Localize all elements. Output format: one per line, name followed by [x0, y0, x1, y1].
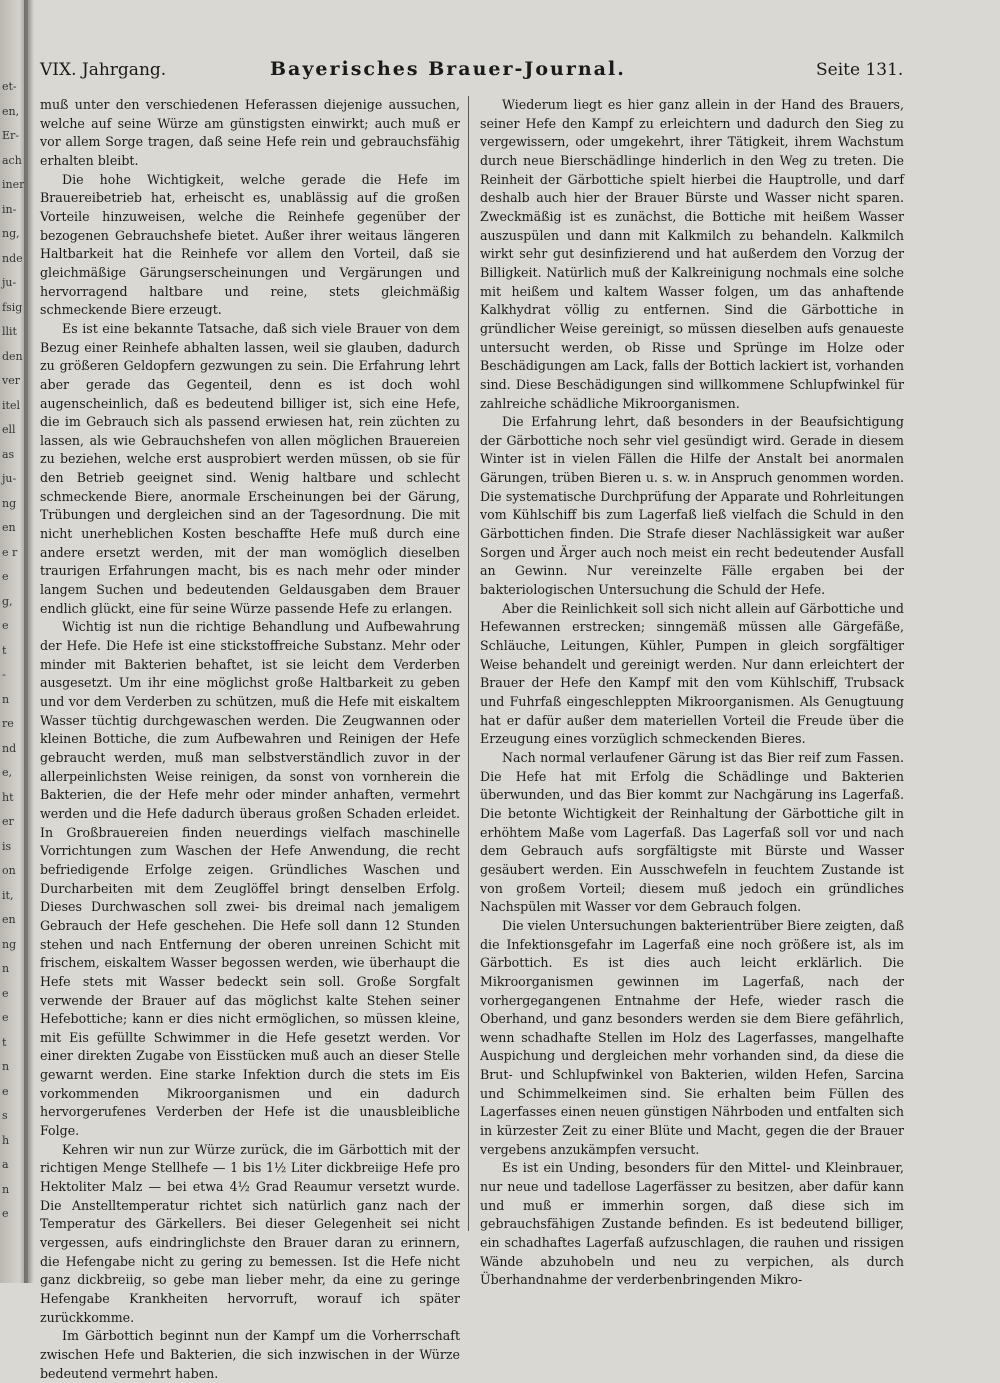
paragraph: Die hohe Wichtigkeit, welche gerade die Hefe im Brauereibetrieb hat, erheischt es, unablässig auf die großen Vorteile hinzuweisen, welche die Reinhefe gegenüber der bezogenen Gebrauchshefe bietet. Außer ihrer weitaus längeren Haltbarkeit hat die Reinhefe vor allem den Vorteil, daß sie gleichmäßige Gärungserscheinungen und Vergärungen und hervorragend haltbare und reine, stets gleichmäßig schmeckende Biere erzeugt. — [40, 171, 460, 318]
previous-page-fragment: it, — [2, 888, 14, 902]
paragraph: Wichtig ist nun die richtige Behandlung und Aufbewahrung der Hefe. Die Hefe ist eine stickstoffreiche Substanz. Mehr oder minder mit Bakterien behaftet, ist sie leicht dem Verderben ausgesetzt. Um ihr eine möglichst große Haltbarkeit zu geben und vor dem Verderben zu schützen, muß die Hefe mit eiskaltem Wasser tüchtig durchgewaschen werden. Die Zeugwannen oder kleinen Bottiche, die zum Aufbewahren und Reinigen der Hefe gebraucht werden, muß man selbstverständlich zuvor in der allerpeinlichsten Weise reinigen, da sonst von vornherein die Bakterien, die der Hefe mehr oder minder anhaften, vermehrt werden und die Hefe dadurch überaus großen Schaden erleidet. In Großbrauereien finden neuerdings vielfach maschinelle Vorrichtungen zum Waschen der Hefe Anwendung, die recht befriedigende Erfolge zeigen. Gründliches Waschen und Durcharbeiten mit dem Zeuglöffel bringt denselben Erfolg. Dieses Durchwaschen soll zwei- bis dreimal nach jemaligem Gebrauch der Hefe geschehen. Die Hefe soll dann 12 Stunden stehen und nach Entfernung der oberen unreinen Schicht mit frischem, eiskaltem Wasser begossen werden, wie überhaupt die Hefe stets mit Wasser bedeckt sein soll. Große Sorgfalt verwende der Brauer auf das möglichst kalte Stehen seiner Hefebottiche; kann er dies nicht ermöglichen, so müssen kleine, mit Eis gefüllte Schwimmer in die Hefe gesetzt werden. Vor einer direkten Zugabe von Eisstücken muß auch an dieser Stelle gewarnt werden. Eine starke Infektion durch die stets im Eis vorkommenden Mikroorganismen und ein dadurch hervorgerufenes Verderben der Hefe ist die unausbleibliche Folge. — [40, 619, 460, 1139]
right-column — [480, 96, 904, 1290]
previous-page-fragment: n — [2, 1182, 10, 1196]
paragraph: Kehren wir nun zur Würze zurück, die im Gärbottich mit der richtigen Menge Stellhefe — 1 bis 1½ Liter dickbreiige Hefe pro Hektoliter Malz — bei etwa 4½ Grad Reaumur versetzt wurde. Die Anstelltemperatur richtet sich natürlich ganz nach der Temperatur des Gärkellers. Bei dieser Gelegenheit sei nicht vergessen, aufs eindringlichste den Brauer daran zu erinnern, die Hefengabe nicht zu gering zu bemessen. Ist die Hefe nicht ganz dickbreiig, so gebe man lieber mehr, da eine zu geringe Hefengabe Krankheiten hervorruft, worauf ich später zurückkomme. — [40, 1141, 460, 1325]
previous-page-fragment: t — [2, 1035, 7, 1049]
paragraph: Die vielen Untersuchungen bakterientrüber Biere zeigten, daß die Infektionsgefahr im Lagerfaß eine noch größere ist, als im Gärbottich. Es ist dies auch leicht erklärlich. Die Mikroorganismen gewinnen im Lagerfaß, nach der vorhergegangenen Entnahme der Hefe, wieder rasch die Oberhand, und ganz besonders werden sie dem Biere gefährlich, wenn schadhafte Stellen im Holz des Lagerfasses, mangelhafte Auspichung und dergleichen mehr vorhanden sind, da diese die Brut- und Schlupfwinkel von Bakterien, wilden Hefen, Sarcina und Schimmelkeimen sind. Sie erhalten beim Füllen des Lagerfasses einen neuen günstigen Nährboden und entfalten sich in kürzester Zeit zu einer Blüte und Macht, gegen die der Brauer vergebens anzukämpfen versucht. — [480, 917, 904, 1157]
paragraph: Es ist ein Unding, besonders für den Mittel- und Kleinbrauer, nur neue und tadellose Lagerfässer zu besitzen, aber dafür kann und muß er immerhin sorgen, daß diese sich im gebrauchsfähigen Zustande befinden. Es ist bedeutend billiger, ein schadhaftes Lagerfaß aufzuschlagen, die rauhen und rissigen Wände abzuhobeln und neu zu verpichen, als durch Überhandnahme der verderbenbringenden Mikro- — [480, 1160, 904, 1288]
volume-label: VIX. Jahrgang. — [40, 60, 167, 80]
previous-page-fragment: ng, — [2, 227, 20, 240]
previous-page-fragment: iner — [2, 178, 25, 191]
previous-page-fragment: is — [2, 839, 12, 853]
previous-page-fragment: e — [2, 1207, 9, 1220]
previous-page-fragment: ng — [2, 937, 17, 951]
previous-page-fragment: ju- — [2, 472, 17, 485]
previous-page-fragment: ht — [2, 790, 14, 804]
previous-page-fragment: en — [2, 913, 16, 926]
previous-page-fragment: t — [2, 643, 7, 657]
previous-page-fragment: ach — [2, 153, 22, 167]
paragraph: Wiederum liegt es hier ganz allein in der Hand des Brauers, seiner Hefe den Kampf zu erleichtern und dadurch den Sieg zu vergewissern, oder umgekehrt, ihrer Tätigkeit, ihrem Wachstum durch neue Bierschädlinge hinderlich in den Weg zu treten. Die Reinheit der Gärbottiche spielt hierbei die Hauptrolle, und darf deshalb auch hier der Brauer Bürste und Wasser nicht sparen. Zweckmäßig ist es zunächst, die Bottiche mit heißem Wasser auszuspülen und dann mit Kalkmilch zu behandeln. Kalkmilch wirkt sehr gut desinfizierend und hat außerdem den Vorzug der Billigkeit. Natürlich muß der Kalkreinigung nochmals eine solche mit heißem und kaltem Wasser folgen, um das anhaftende Kalkhydrat völlig zu entfernen. Sind die Gärbottiche in gründlicher Weise gereinigt, so müssen dieselben aufs genaueste untersucht werden, ob Risse und Sprünge im Holze oder Beschädigungen am Lack, falls der Bottich lackiert ist, vorhanden sind. Diese Beschädigungen sind willkommene Schlupfwinkel für zahlreiche schädliche Mikroorganismen. — [480, 97, 904, 411]
paragraph: Nach normal verlaufener Gärung ist das Bier reif zum Fassen. Die Hefe hat mit Erfolg die Schädlinge und Bakterien überwunden, und das Bier kommt zur Nachgärung ins Lagerfaß. Die betonte Wichtigkeit der Reinhaltung der Gärbottiche gilt in erhöhtem Maße vom Lagerfaß. Das Lagerfaß soll vor und nach dem Gebrauch aufs sorgfältigste mit Bürste und Wasser gesäubert werden. Ein Ausschwefeln in feuchtem Zustande ist von großem Vorteil; diesem muß jedoch ein gründliches Nachspülen mit Wasser vor dem Gebrauch folgen. — [480, 749, 904, 915]
left-column — [40, 96, 460, 1383]
previous-page-fragment: in- — [2, 202, 17, 216]
previous-page-fragment: e — [2, 1011, 9, 1024]
previous-page-fragment: nde — [2, 251, 23, 265]
previous-page-fragment: e, — [2, 766, 13, 779]
previous-page-fragment: on — [2, 864, 16, 877]
paragraph: Es ist eine bekannte Tatsache, daß sich viele Brauer von dem Bezug einer Reinhefe abhalten lassen, weil sie glauben, dadurch zu größeren Geldopfern gezwungen zu sein. Die Erfahrung lehrt aber gerade das Gegenteil, denn es ist doch wohl augenscheinlich, daß es bedeutend billiger ist, sich eine Hefe, die im Gebrauch sich als passend erwiesen hat, rein züchten zu lassen, als wie Gebrauchshefen von allen möglichen Brauereien zu beziehen, welche erst ausprobiert werden müssen, ob sie für den Betrieb geeignet sind. Wenig haltbare und schlecht schmeckende Biere, anormale Erscheinungen bei der Gärung, Trübungen und dergleichen sind an der Tagesordnung. Die mit nicht unerheblichen Kosten beschaffte Hefe muß durch eine andere ersetzt werden, mit der man womöglich dieselben traurigen Erfahrungen macht, bis es nach mehr oder minder langem Suchen und bedeutenden Geldausgaben dem Brauer endlich glückt, eine für seine Würze passende Hefe zu erlangen. — [40, 320, 460, 616]
column-divider — [468, 96, 469, 1231]
previous-page-fragment: itel — [2, 398, 20, 412]
previous-page-fragment: llit — [2, 325, 17, 338]
previous-page-fragment: a — [2, 1158, 9, 1171]
paragraph: Im Gärbottich beginnt nun der Kampf um die Vorherrschaft zwischen Hefe und Bakterien, die sich inzwischen in der Würze bedeutend vermehrt haben. — [40, 1328, 460, 1381]
previous-page-fragment: en, — [2, 104, 20, 118]
previous-page-fragment: e — [2, 986, 9, 1000]
previous-page-fragment: ell — [2, 423, 16, 436]
page-number: Seite 131. — [816, 60, 904, 80]
page-header — [40, 60, 920, 90]
previous-page-fragment: Er- — [2, 129, 20, 142]
previous-page-fragment: n — [2, 692, 10, 706]
previous-page-fragment: n — [2, 1060, 10, 1073]
previous-page-fragment: den — [2, 349, 23, 363]
paragraph: Die Erfahrung lehrt, daß besonders in der Beaufsichtigung der Gärbottiche noch sehr viel gesündigt wird. Gerade in diesem Winter ist in vielen Fällen die Hilfe der Anstalt bei anormalen Gärungen, trüben Bieren u. s. w. in Anspruch genommen worden. Die systematische Durchprüfung der Apparate und Rohrleitungen vom Kühlschiff bis zum Lagerfaß ließ vielfach die Schuld in den Gärbottichen finden. Die Strafe dieser Nachlässigkeit war außer Sorgen und Ärger auch noch meist ein recht bedeutender Ausfall an Gewinn. Nur vereinzelte Fälle ergaben bei der bakteriologischen Untersuchung die Schuld der Hefe. — [480, 414, 904, 598]
previous-page-fragment: en — [2, 521, 16, 534]
previous-page-fragment: e — [2, 619, 9, 632]
previous-page-fragment: s — [2, 1109, 8, 1122]
previous-page-fragment: e — [2, 1084, 9, 1098]
previous-page-fragment: ver — [2, 374, 20, 387]
previous-page-fragment: h — [2, 1133, 10, 1147]
previous-page-fragment: er — [2, 815, 14, 828]
previous-page-fragment: e r — [2, 545, 18, 559]
previous-page-fragment: nd — [2, 741, 17, 755]
paragraph: Aber die Reinlichkeit soll sich nicht allein auf Gärbottiche und Hefewannen erstrecken; sinngemäß müssen alle Gärgefäße, Schläuche, Leitungen, Kühler, Pumpen in gleich sorgfältiger Weise behandelt und gereinigt werden. Nur dann erleichtert der Brauer der Hefe den Kampf mit den vom Kühlschiff, Trubsack und Fuhrfaß eingeschleppten Mikroorganismen. Als Genugtuung hat er dafür außer dem materiellen Vorteil die Freude über die Erzeugung eines vorzüglich schmeckenden Bieres. — [480, 600, 904, 747]
previous-page-fragment: fsig — [2, 300, 23, 314]
previous-page-fragment: as — [2, 447, 15, 461]
previous-page-fragment: ju- — [2, 276, 17, 289]
previous-page-fragment: - — [2, 668, 6, 681]
previous-page-fragment: re — [2, 717, 14, 730]
paragraph: muß unter den verschiedenen Heferassen diejenige aussuchen, welche auf seine Würze am günstigsten einwirkt; auch muß er vor allem Sorge tragen, daß seine Hefe rein und gebrauchsfähig erhalten bleibt. — [40, 97, 460, 168]
previous-page-fragment: g, — [2, 594, 13, 608]
previous-page-fragment: e — [2, 570, 9, 583]
previous-page-fragment: et- — [2, 80, 17, 93]
previous-page-fragment: n — [2, 962, 10, 975]
previous-page-fragment: ng — [2, 496, 17, 510]
journal-page — [32, 40, 987, 1381]
journal-title: Bayerisches Brauer-Journal. — [270, 58, 626, 80]
